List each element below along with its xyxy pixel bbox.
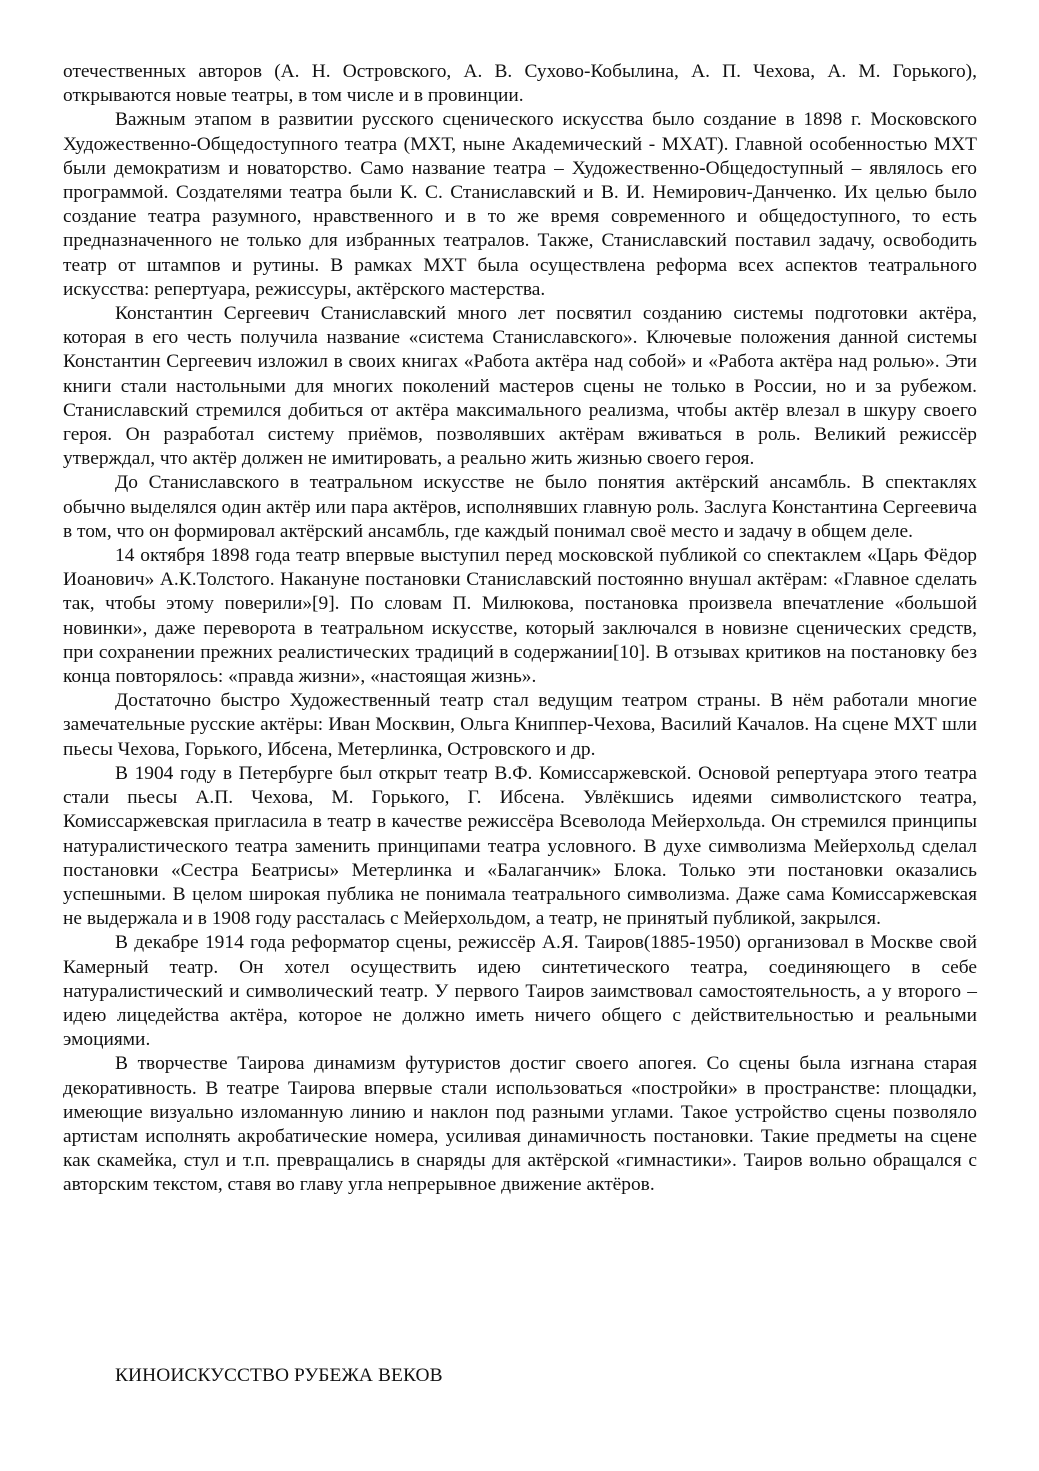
paragraph-continuation: отечественных авторов (А. Н. Островского, А. В. Сухово-Кобылина, А. П. Чехова, А. М. Горького), открываются новые театры, в том числе и в провинции. xyxy=(63,61,977,107)
paragraph-first-performance: 14 октября 1898 года театр впервые выступил перед московской публикой со спектаклем «Царь Фёдор Иоанович» А.К.Толстого. Накануне постановки Станиславский постоянно внушал актёрам: «Главное сделать так, чтобы этому поверили»[9]. По словам П. Милюкова, постановка произвела впечатление «большой новинки», даже переворота в театральном искусстве, который заключался в новизне сценических средств, при сохранении прежних реалистических традиций в содержании[10]. В отзывах критиков на постановку без конца повторялось: «правда жизни», «настоящая жизнь». xyxy=(63,545,977,688)
paragraph-tairov-chamber-theatre: В декабре 1914 года реформатор сцены, режиссёр А.Я. Таиров(1885-1950) организовал в Москве свой Камерный театр. Он хотел осуществить идею синтетического театра, соединяющего в себе натуралистический и символический театр. У первого Таиров заимствовал самостоятельность, а у второго – идею лицедейства актёра, которое не должно иметь ничего общего с действительностью и реальными эмоциями. xyxy=(63,932,977,1051)
paragraph-leading-theatre: Достаточно быстро Художественный театр стал ведущим театром страны. В нём работали многие замечательные русские актёры: Иван Москвин, Ольга Книппер-Чехова, Василий Качалов. На сцене МХТ шли пьесы Чехова, Горького, Ибсена, Метерлинка, Островского и др. xyxy=(63,690,977,760)
paragraph-actor-ensemble: До Станиславского в театральном искусстве не было понятия актёрский ансамбль. В спектаклях обычно выделялся один актёр или пара актёров, исполнявших главную роль. Заслуга Константина Сергеевича в том, что он формировал актёрский ансамбль, где каждый понимал своё место и задачу в общем деле. xyxy=(63,472,978,542)
paragraph-stanislavsky-system: Константин Сергеевич Станиславский много лет посвятил созданию системы подготовки актёра, которая в его честь получила название «система Станиславского». Ключевые положения данной системы Константин Сергеевич изложил в своих книгах «Работа актёра над собой» и «Работа актёра над ролью». Эти книги стали настольными для многих поколений мастеров сцены не только в России, но и за рубежом. Станиславский стремился добиться от актёра максимального реализма, чтобы актёр влезал в шкуру своего героя. Он разработал систему приёмов, позволявших актёрам вживаться в роль. Великий режиссёр утверждал, что актёр должен не имитировать, а реально жить жизнью своего героя. xyxy=(63,303,977,470)
section-heading: КИНОИСКУССТВО РУБЕЖА ВЕКОВ xyxy=(115,1365,443,1386)
paragraph-tairov-dynamism: В творчестве Таирова динамизм футуристов достиг своего апогея. Со сцены была изгнана старая декоративность. В театре Таирова впервые стали использоваться «постройки» в пространстве: площадки, имеющие визуально изломанную линию и наклон под разными углами. Такое устройство сцены позволяло артистам исполнять акробатические номера, усиливая динамичность постановки. Такие предметы на сцене как скамейка, стул и т.п. превращались в снаряды для актёрской «гимнастики». Таиров вольно обращался с авторским текстом, ставя во главу угла непрерывное движение актёров. xyxy=(63,1053,977,1196)
paragraph-komissarzhevskaya: В 1904 году в Петербурге был открыт театр В.Ф. Комиссаржевской. Основой репертуара этого театра стали пьесы А.П. Чехова, М. Горького, Г. Ибсена. Увлёкшись идеями символистского театра, Комиссаржевская пригласила в театр в качестве режиссёра Всеволода Мейерхольда. Он стремился принципы натуралистического театра заменить принципами театра условного. В духе символизма Мейерхольд сделал постановки «Сестра Беатрисы» Метерлинка и «Балаганчик» Блока. Только эти постановки оказались успешными. В целом широкая публика не понимала театрального символизма. Даже сама Комиссаржевская не выдержала и в 1908 году рассталась с Мейерхольдом, а театр, не принятый публикой, закрылся. xyxy=(63,762,977,930)
paragraph-mkht-founding: Важным этапом в развитии русского сценического искусства было создание в 1898 г. Московского Художественно-Общедоступного театра (МХТ, ныне Академический - МХАТ). Главной особенностью МХТ были демократизм и новаторство. Само название театра – Художественно-Общедоступный – являлось его программой. Создателями театра были К. С. Станиславский и В. И. Немирович-Данченко. Их целью было создание театра разумного, нравственного и в то же время современного и общедоступного, то есть предназначенного не только для избранных театралов. Также, Станиславский поставил задачу, освободить театр от штампов и рутины. В рамках МХТ была осуществлена реформа всех аспектов театрального искусства: репертуара, режиссуры, актёрского мастерства. xyxy=(63,109,977,300)
document-body xyxy=(63,60,977,1198)
